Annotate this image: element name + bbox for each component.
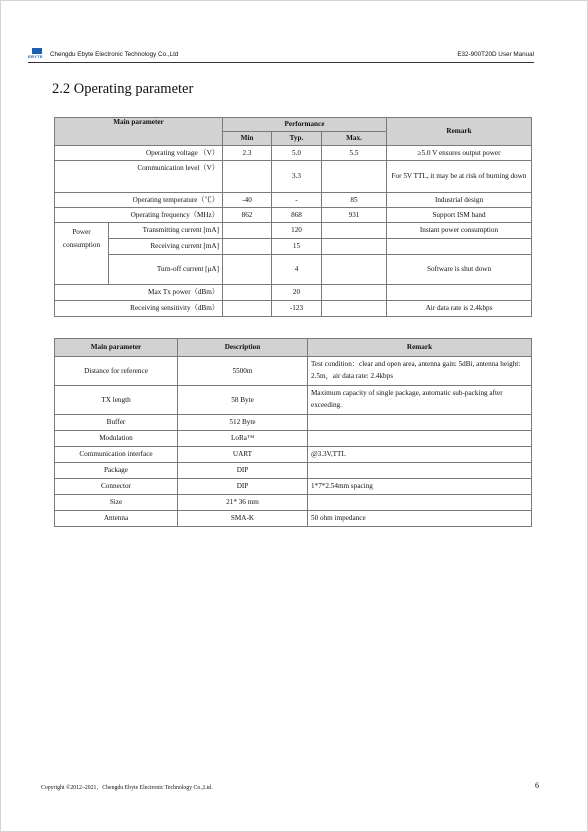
company-name: Chengdu Ebyte Electronic Technology Co.,Ltd	[50, 51, 179, 58]
table-row	[55, 415, 532, 431]
typ-cell: 868	[272, 208, 322, 223]
remark-cell: 1*7*2.54mm spacing	[308, 479, 532, 495]
header-min: Min	[223, 132, 272, 146]
ebyte-logo-icon	[28, 48, 46, 60]
desc-cell: 21* 36 mm	[178, 495, 308, 511]
max-cell: 85	[322, 193, 387, 208]
module-parameter-table	[54, 338, 532, 527]
table-row	[55, 193, 532, 208]
min-cell: 2.3	[223, 146, 272, 161]
typ-cell: 15	[272, 239, 322, 255]
footer-copyright: Copyright ©2012–2021，Chengdu Ebyte Electronic Technology Co.,Ltd.	[41, 785, 213, 791]
table-row	[55, 511, 532, 527]
power-consumption-group: Power consumption	[55, 223, 109, 285]
header-main-parameter: Main parameter	[55, 118, 223, 146]
min-cell: 862	[223, 208, 272, 223]
param-cell: Operating temperature（℃）	[55, 193, 223, 208]
table-row	[55, 146, 532, 161]
param-cell: Size	[55, 495, 178, 511]
table-row	[55, 301, 532, 317]
table-row	[55, 285, 532, 301]
typ-cell: 4	[272, 255, 322, 285]
remark-cell	[308, 495, 532, 511]
typ-cell: 3.3	[272, 161, 322, 193]
section-title: 2.2 Operating parameter	[52, 81, 194, 97]
param-cell: Antenna	[55, 511, 178, 527]
param-cell: Distance for reference	[55, 357, 178, 386]
desc-cell: LoRa™	[178, 431, 308, 447]
max-cell	[322, 285, 387, 301]
desc-cell: DIP	[178, 463, 308, 479]
desc-cell: DIP	[178, 479, 308, 495]
typ-cell: -	[272, 193, 322, 208]
min-cell	[223, 255, 272, 285]
min-cell	[223, 285, 272, 301]
header-max: Max.	[322, 132, 387, 146]
logo-text: EBYTE	[28, 54, 43, 59]
remark-cell: Maximum capacity of single package, automatic sub-packing after exceeding.	[308, 386, 532, 415]
min-cell: -40	[223, 193, 272, 208]
max-cell	[322, 301, 387, 317]
max-cell	[322, 223, 387, 239]
remark-cell: 50 ohm impedance	[308, 511, 532, 527]
table-row	[55, 447, 532, 463]
max-cell: 931	[322, 208, 387, 223]
max-cell	[322, 239, 387, 255]
table-row	[55, 495, 532, 511]
remark-cell	[387, 239, 532, 255]
typ-cell: 120	[272, 223, 322, 239]
param-cell: Communication level（V）	[55, 161, 223, 193]
param-cell: TX length	[55, 386, 178, 415]
remark-cell: For 5V TTL, it may be at risk of burning down	[387, 161, 532, 193]
remark-cell: Software is shut down	[387, 255, 532, 285]
param-cell: Communication interface	[55, 447, 178, 463]
table-row	[55, 161, 532, 193]
max-cell: 5.5	[322, 146, 387, 161]
param-cell: Max Tx power（dBm）	[55, 285, 223, 301]
header-main-parameter: Main parameter	[55, 339, 178, 357]
manual-title: E32-900T20D User Manual	[457, 51, 534, 58]
table-row	[55, 463, 532, 479]
min-cell	[223, 223, 272, 239]
header-remark: Remark	[387, 118, 532, 146]
desc-cell: 512 Byte	[178, 415, 308, 431]
remark-cell: Test condition：clear and open area, antenna gain: 5dBi, antenna height: 2.5m，air data rate: 2.4kbps	[308, 357, 532, 386]
remark-cell	[308, 415, 532, 431]
page-header	[28, 48, 534, 63]
table-row	[55, 208, 532, 223]
typ-cell: -123	[272, 301, 322, 317]
table-row	[55, 239, 532, 255]
param-cell: Connector	[55, 479, 178, 495]
remark-cell: Industrial design	[387, 193, 532, 208]
desc-cell: UART	[178, 447, 308, 463]
remark-cell: @3.3V,TTL	[308, 447, 532, 463]
header-description: Description	[178, 339, 308, 357]
param-cell: Modulation	[55, 431, 178, 447]
table-row	[55, 386, 532, 415]
param-cell: Receiving sensitivity（dBm）	[55, 301, 223, 317]
remark-cell	[387, 285, 532, 301]
typ-cell: 5.0	[272, 146, 322, 161]
param-cell: Receiving current [mA]	[109, 239, 223, 255]
typ-cell: 20	[272, 285, 322, 301]
desc-cell: SMA-K	[178, 511, 308, 527]
header-performance: Performance	[223, 118, 387, 132]
table-row	[55, 479, 532, 495]
page-number: 6	[535, 781, 539, 790]
param-cell: Buffer	[55, 415, 178, 431]
desc-cell: 5500m	[178, 357, 308, 386]
remark-cell	[308, 431, 532, 447]
remark-cell: Support ISM band	[387, 208, 532, 223]
header-typ: Typ.	[272, 132, 322, 146]
param-cell: Operating frequency（MHz）	[55, 208, 223, 223]
table-row	[55, 223, 532, 239]
table-row	[55, 357, 532, 386]
param-cell: Transmitting current [mA]	[109, 223, 223, 239]
remark-cell	[308, 463, 532, 479]
operating-parameter-table	[54, 117, 532, 317]
param-cell: Turn-off current [μA]	[109, 255, 223, 285]
max-cell	[322, 161, 387, 193]
min-cell	[223, 301, 272, 317]
table-row	[55, 255, 532, 285]
param-cell: Operating voltage （V）	[55, 146, 223, 161]
min-cell	[223, 161, 272, 193]
max-cell	[322, 255, 387, 285]
min-cell	[223, 239, 272, 255]
header-remark: Remark	[308, 339, 532, 357]
param-cell: Package	[55, 463, 178, 479]
remark-cell: ≥5.0 V ensures output power	[387, 146, 532, 161]
remark-cell: Air data rate is 2.4kbps	[387, 301, 532, 317]
desc-cell: 58 Byte	[178, 386, 308, 415]
table-row	[55, 431, 532, 447]
remark-cell: Instant power consumption	[387, 223, 532, 239]
